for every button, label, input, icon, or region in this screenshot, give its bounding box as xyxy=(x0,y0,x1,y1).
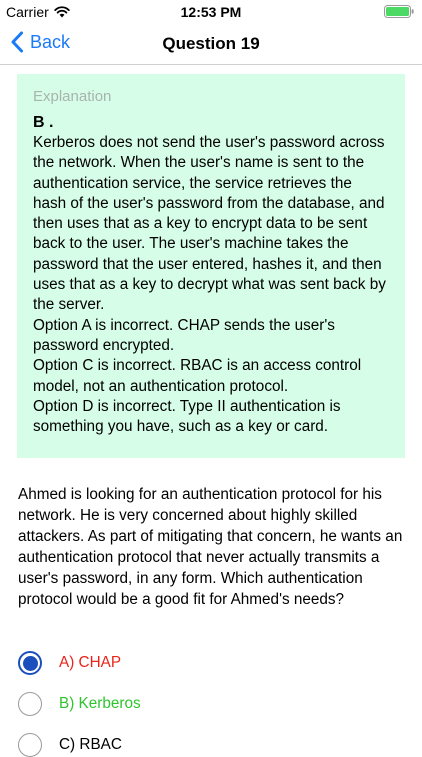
radio-button-c[interactable] xyxy=(18,733,42,757)
radio-button-b[interactable] xyxy=(18,692,42,716)
back-label: Back xyxy=(30,31,71,52)
explanation-panel xyxy=(17,74,405,458)
option-b-label: B) Kerberos xyxy=(59,695,141,712)
explanation-body: Kerberos does not send the user's password across the network. When the user's name is sent to the authentication service, the service retrieves the hash of the user's password from the database, and then uses that as a key to encrypt data to be sent back to the user. The user's machine takes the password that the user entered, hashes it, and then uses that as a key to decrypt what was sent back by the server. Option A is incorrect. CHAP sends the user's password encrypted. Option C is incorrect. RBAC is an access control model, not an authentication protocol. Option D is incorrect. Type II authentication is something you have, such as a key or card. xyxy=(33,134,386,436)
option-b[interactable] xyxy=(18,692,141,716)
radio-selected-dot xyxy=(23,656,38,671)
carrier-label: Carrier xyxy=(6,4,49,20)
explanation-title: Explanation xyxy=(33,88,112,105)
battery-icon xyxy=(384,5,414,18)
nav-bar xyxy=(0,24,422,65)
radio-button-a[interactable] xyxy=(18,651,42,675)
page-title: Question 19 xyxy=(162,34,260,53)
option-c-label: C) RBAC xyxy=(59,736,122,753)
question-text: Ahmed is looking for an authentication protocol for his network. He is very concerned about highly skilled attackers. As part of mitigating that concern, he wants an authentication protocol that never actually transmits a user's password, in any form. Which authentication protocol would be a good fit for Ahmed's needs? xyxy=(18,486,403,608)
status-bar xyxy=(0,0,422,24)
option-a[interactable] xyxy=(18,651,121,675)
status-time: 12:53 PM xyxy=(180,4,242,20)
explanation-answer: B . xyxy=(33,114,54,131)
option-a-label: A) CHAP xyxy=(59,654,122,671)
option-c[interactable] xyxy=(18,733,122,757)
